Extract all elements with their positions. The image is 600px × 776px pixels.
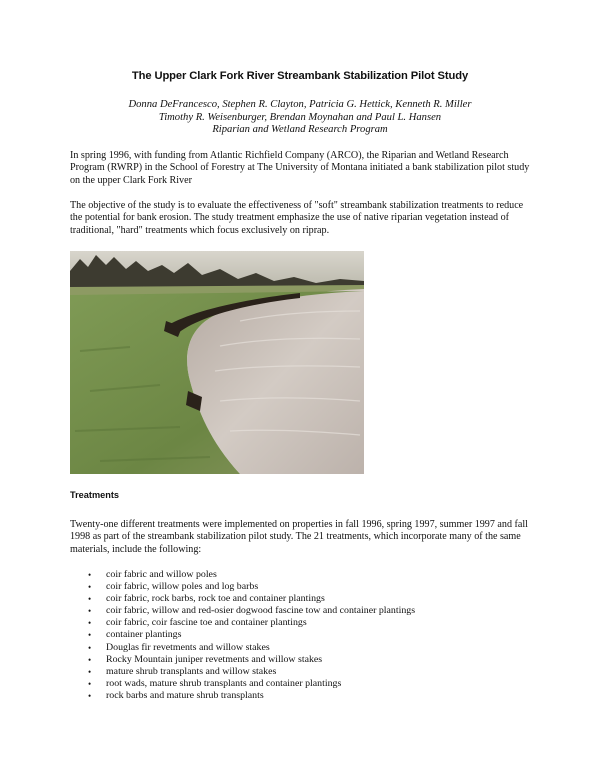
bullet-icon: •: [88, 630, 92, 641]
objective-paragraph: The objective of the study is to evaluate the effectiveness of "soft" streambank stabilization treatments to reduce the potential for bank erosion. The study treatment emphasize the use of native riparian vegetation instead of traditional, "hard" treatments which focus exclusively on riprap.: [70, 200, 524, 236]
treatments-heading: Treatments: [70, 490, 120, 500]
bullet-icon: •: [88, 606, 92, 617]
author-block: [60, 99, 540, 137]
bullet-icon: •: [88, 618, 92, 629]
list-item: • container plantings: [88, 629, 182, 641]
bullet-icon: •: [88, 594, 92, 605]
bullet-icon: •: [88, 582, 92, 593]
document-title: The Upper Clark Fork River Streambank Stabilization Pilot Study: [131, 70, 469, 82]
list-item: • coir fabric, rock barbs, rock toe and container plantings: [88, 593, 325, 605]
bullet-icon: •: [88, 678, 92, 689]
treatments-list: [70, 569, 530, 702]
bullet-icon: •: [88, 570, 92, 580]
bullet-icon: •: [88, 666, 92, 677]
author-line-2: Timothy R. Weisenburger, Brendan Moynahan and Paul L. Hansen: [158, 111, 442, 123]
list-item: • rock barbs and mature shrub transplants: [88, 689, 264, 701]
affiliation-line: Riparian and Wetland Research Program: [212, 124, 388, 136]
streambank-photo: [70, 251, 364, 474]
list-item: • mature shrub transplants and willow stakes: [88, 665, 277, 677]
list-item: • Douglas fir revetments and willow stakes: [88, 641, 270, 653]
bullet-icon: •: [88, 690, 92, 701]
author-line-1: Donna DeFrancesco, Stephen R. Clayton, Patricia G. Hettick, Kenneth R. Miller: [128, 99, 472, 110]
list-item: • coir fabric, willow poles and log barbs: [88, 581, 259, 593]
list-item: • coir fabric, coir fascine toe and container plantings: [88, 617, 307, 629]
list-item: • root wads, mature shrub transplants and container plantings: [88, 677, 342, 689]
treatments-paragraph: Twenty-one different treatments were implemented on properties in fall 1996, spring 1997, summer 1997 and fall 1998 as part of the streambank stabilization pilot study. The 21 treatments, which incorporate many of the same materials, include the following:: [70, 519, 528, 555]
bullet-icon: •: [88, 642, 92, 653]
list-item: • Rocky Mountain juniper revetments and willow stakes: [88, 653, 323, 665]
intro-paragraph: In spring 1996, with funding from Atlantic Richfield Company (ARCO), the Riparian and Wetland Research Program (RWRP) in the School of Forestry at The University of Montana initiated a bank stabilization pilot study on the upper Clark Fork River: [70, 150, 530, 186]
bullet-icon: •: [88, 654, 92, 665]
list-item: • coir fabric and willow poles: [88, 569, 217, 580]
list-item: • coir fabric, willow and red-osier dogwood fascine tow and container plantings: [88, 605, 416, 617]
